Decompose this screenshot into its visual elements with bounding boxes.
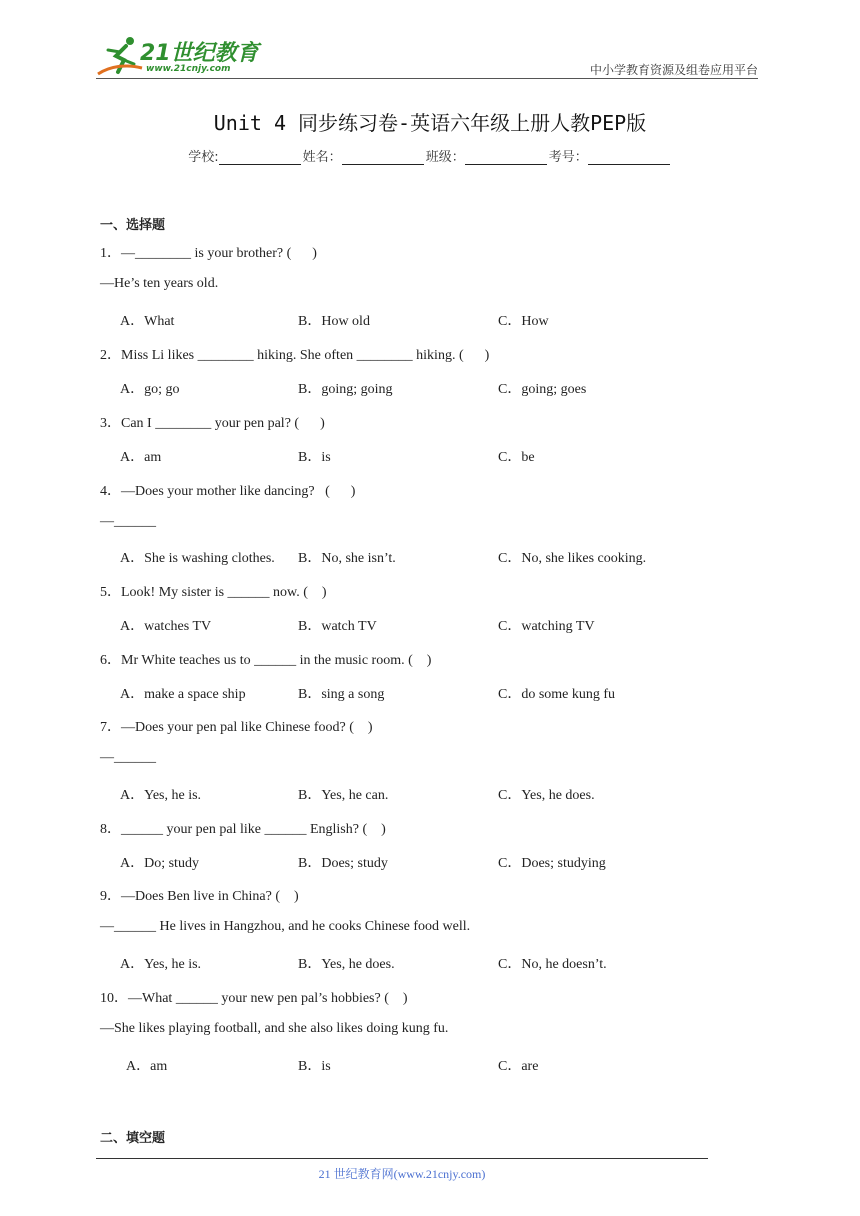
school-label: 学校:	[188, 150, 219, 165]
section-heading: 一、选择题	[100, 218, 166, 233]
option-a[interactable]: A．Yes, he is.	[120, 957, 202, 972]
class-label: 班级：	[425, 150, 465, 165]
option-c[interactable]: C．do some kung fu	[498, 687, 616, 702]
option-b[interactable]: B．How old	[298, 314, 370, 329]
option-c[interactable]: C．Yes, he does.	[498, 788, 595, 803]
option-c[interactable]: C．No, he doesn’t.	[498, 957, 607, 972]
option-a[interactable]: A．am	[126, 1059, 168, 1074]
platform-name: 中小学教育资源及组卷应用平台	[589, 63, 758, 77]
option-a[interactable]: A．go; go	[120, 382, 180, 397]
footer-divider	[96, 1158, 708, 1159]
option-c[interactable]: C．How	[498, 314, 549, 329]
option-b[interactable]: B．is	[298, 1059, 331, 1074]
option-b[interactable]: B．is	[298, 450, 331, 465]
question-stem: 7．—Does your pen pal like Chinese food? ( )	[100, 720, 373, 735]
option-c[interactable]: C．are	[498, 1059, 539, 1074]
logo-url: www.21cnjy.com	[146, 64, 231, 74]
question-stem: 8．______ your pen pal like ______ English? ( )	[100, 822, 386, 837]
option-a[interactable]: A．Do; study	[120, 856, 199, 871]
runner-icon	[96, 34, 144, 78]
question-stem: 2．Miss Li likes ________ hiking. She often ________ hiking. ( )	[100, 348, 490, 363]
school-blank[interactable]	[219, 150, 301, 165]
name-blank[interactable]	[342, 150, 424, 165]
option-c[interactable]: C．Does; studying	[498, 856, 606, 871]
footer-link[interactable]: 21 世纪教育网(www.21cnjy.com)	[318, 1167, 486, 1181]
number-label: 考号：	[548, 150, 588, 165]
question-stem: 4．—Does your mother like dancing? ( )	[100, 484, 356, 499]
option-b[interactable]: B．Does; study	[298, 856, 388, 871]
question-stem: 6．Mr White teaches us to ______ in the music room. ( )	[100, 653, 432, 668]
number-blank[interactable]	[588, 150, 670, 165]
option-b[interactable]: B．Yes, he does.	[298, 957, 395, 972]
option-b[interactable]: B．No, she isn’t.	[298, 551, 396, 566]
option-b[interactable]: B．Yes, he can.	[298, 788, 389, 803]
page-header	[96, 34, 758, 80]
header-divider	[96, 78, 758, 79]
question-stem: 10．—What ______ your new pen pal’s hobbies? ( )	[100, 991, 408, 1006]
option-a[interactable]: A．am	[120, 450, 162, 465]
site-logo	[96, 34, 266, 78]
option-a[interactable]: A．watches TV	[120, 619, 212, 634]
question-stem: 5．Look! My sister is ______ now. ( )	[100, 585, 327, 600]
question-reply: —He’s ten years old.	[100, 276, 219, 291]
option-b[interactable]: B．watch TV	[298, 619, 377, 634]
student-info-line	[0, 146, 860, 165]
option-a[interactable]: A．Yes, he is.	[120, 788, 202, 803]
option-a[interactable]: A．make a space ship	[120, 687, 246, 702]
question-reply: —She likes playing football, and she also likes doing kung fu.	[100, 1021, 449, 1036]
class-blank[interactable]	[465, 150, 547, 165]
option-a[interactable]: A．She is washing clothes.	[120, 551, 275, 566]
question-reply: —______	[100, 750, 156, 765]
question-stem: 9．—Does Ben live in China? ( )	[100, 889, 299, 904]
option-b[interactable]: B．going; going	[298, 382, 393, 397]
option-c[interactable]: C．going; goes	[498, 382, 587, 397]
question-stem: 3．Can I ________ your pen pal? ( )	[100, 416, 325, 431]
question-reply: —______ He lives in Hangzhou, and he cooks Chinese food well.	[100, 919, 471, 934]
question-stem: 1．—________ is your brother? ( )	[100, 246, 317, 261]
name-label: 姓名：	[302, 150, 342, 165]
option-c[interactable]: C．No, she likes cooking.	[498, 551, 647, 566]
section-heading: 二、填空题	[100, 1131, 166, 1146]
question-reply: —______	[100, 514, 156, 529]
option-c[interactable]: C．be	[498, 450, 535, 465]
logo-text: 21世纪教育	[140, 41, 259, 66]
option-a[interactable]: A．What	[120, 314, 175, 329]
page-title: Unit 4 同步练习卷-英语六年级上册人教PEP版	[213, 111, 647, 135]
option-c[interactable]: C．watching TV	[498, 619, 595, 634]
option-b[interactable]: B．sing a song	[298, 687, 385, 702]
